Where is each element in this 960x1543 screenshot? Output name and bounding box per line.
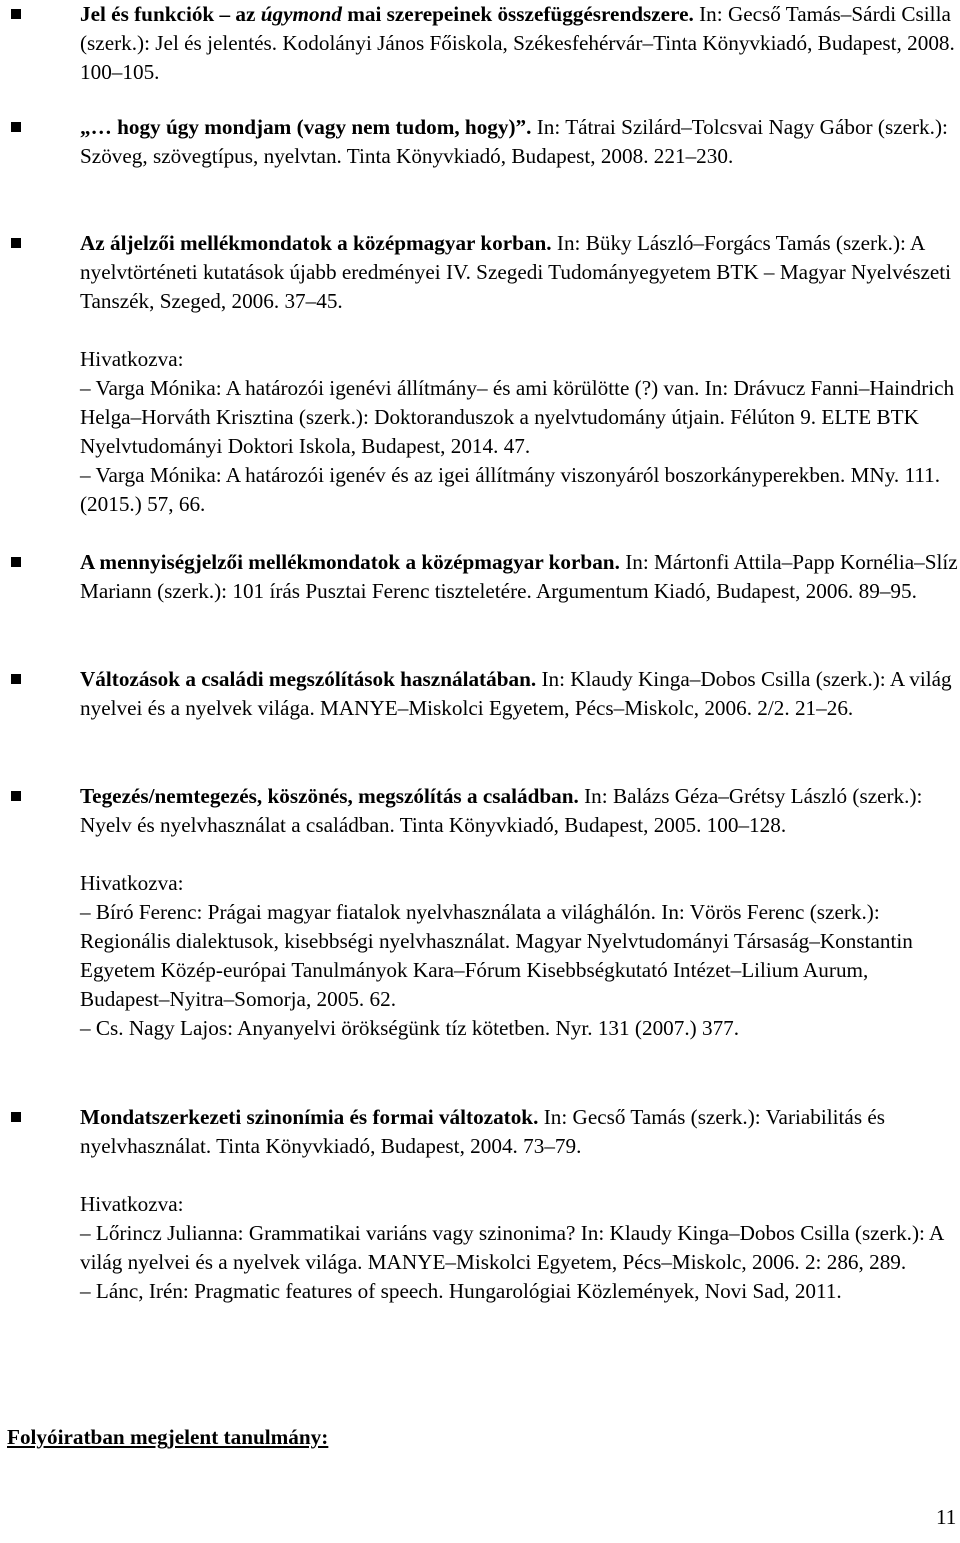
- bullet-icon: [11, 238, 21, 248]
- references-list: [80, 374, 958, 519]
- reference-item: – Cs. Nagy Lajos: Anyanyelvi örökségünk tíz kötetben. Nyr. 131 (2007.) 377.: [80, 1016, 740, 1040]
- reference-item: – Varga Mónika: A határozói igenévi állítmány– és ami körülötte (?) van. In: Drávucz Fanni–Haindrich Helga–Horváth Krisztina (szerk.): Doktoranduszok a nyelvtudomány útjain. Félúton 9. ELTE BTK Nyelvtudományi Doktori Iskola, Budapest, 2014. 47.: [80, 376, 955, 458]
- bibliography-entry: [80, 548, 958, 606]
- bibliography-entry: [80, 1103, 958, 1306]
- reference-item: – Lánc, Irén: Pragmatic features of speech. Hungarológiai Közlemények, Novi Sad, 2011.: [80, 1279, 842, 1303]
- bibliography-entry: [80, 113, 958, 171]
- bullet-icon: [11, 674, 21, 684]
- entry-text: In: Klaudy Kinga–Dobos Csilla (szerk.): A világ nyelvei és a nyelvek világa. MANYE–Miskolci Egyetem, Pécs–Miskolc, 2006. 2/2. 21–26.: [80, 667, 952, 720]
- page-number: 11: [936, 1505, 957, 1529]
- entry-title: Változások a családi megszólítások használatában.: [80, 667, 537, 691]
- entry-title-italic: úgymond: [260, 2, 342, 26]
- bullet-icon: [11, 557, 21, 567]
- entry-text: In: Gecső Tamás–Sárdi Csilla (szerk.): Jel és jelentés. Kodolányi János Főiskola, Székesfehérvár–Tinta Könyvkiadó, Budapest, 2008. 100–105.: [80, 2, 955, 84]
- section-heading: Folyóiratban megjelent tanulmány:: [7, 1425, 329, 1449]
- references-heading: Hivatkozva:: [80, 347, 184, 371]
- entry-text: In: Tátrai Szilárd–Tolcsvai Nagy Gábor (szerk.): Szöveg, szövegtípus, nyelvtan. Tinta Könyvkiadó, Budapest, 2008. 221–230.: [80, 115, 948, 168]
- entry-text: In: Gecső Tamás (szerk.): Variabilitás és nyelvhasználat. Tinta Könyvkiadó, Budapest, 2004. 73–79.: [80, 1105, 886, 1158]
- references-heading: Hivatkozva:: [80, 871, 184, 895]
- bullet-icon: [11, 9, 21, 19]
- entry-title: Mondatszerkezeti szinonímia és formai változatok.: [80, 1105, 539, 1129]
- entry-title: Jel és funkciók – az úgymond mai szerepeinek összefüggésrendszere.: [80, 2, 694, 26]
- bibliography-entry: [80, 229, 958, 519]
- entry-title: „… hogy úgy mondjam (vagy nem tudom, hogy)”.: [80, 115, 532, 139]
- bibliography-entry: [80, 665, 958, 723]
- entry-text: In: Büky László–Forgács Tamás (szerk.): A nyelvtörténeti kutatások újabb eredményei IV. Szegedi Tudományegyetem BTK – Magyar Nyelvészeti Tanszék, Szeged, 2006. 37–45.: [80, 231, 952, 313]
- reference-item: – Bíró Ferenc: Prágai magyar fiatalok nyelvhasználata a világhálón. In: Vörös Ferenc (szerk.): Regionális dialektusok, kisebbségi nyelvhasználat. Magyar Nyelvtudományi Társaság–Konstantin Egyetem Közép-európai Tanulmányok Kara–Fórum Kisebbségkutató Intézet–Lilium Aurum, Budapest–Nyitra–Somorja, 2005. 62.: [80, 900, 913, 1011]
- bibliography-entry: [80, 782, 958, 1043]
- entry-title: Tegezés/nemtegezés, köszönés, megszólítás a családban.: [80, 784, 579, 808]
- entry-title: A mennyiségjelzői mellékmondatok a középmagyar korban.: [80, 550, 620, 574]
- bullet-icon: [11, 791, 21, 801]
- references-heading: Hivatkozva:: [80, 1192, 184, 1216]
- entry-title: Az áljelzői mellékmondatok a középmagyar korban.: [80, 231, 552, 255]
- bullet-icon: [11, 1112, 21, 1122]
- references-list: [80, 898, 958, 1043]
- entry-text: In: Mártonfi Attila–Papp Kornélia–Slíz Mariann (szerk.): 101 írás Pusztai Ferenc tiszteletére. Argumentum Kiadó, Budapest, 2006. 89–95.: [80, 550, 958, 603]
- bibliography-entry: [80, 0, 958, 87]
- entry-text: In: Balázs Géza–Grétsy László (szerk.): Nyelv és nyelvhasználat a családban. Tinta Könyvkiadó, Budapest, 2005. 100–128.: [80, 784, 923, 837]
- reference-item: – Varga Mónika: A határozói igenév és az igei állítmány viszonyáról boszorkányperekben. MNy. 111. (2015.) 57, 66.: [80, 463, 941, 516]
- references-list: [80, 1219, 958, 1306]
- reference-item: – Lőrincz Julianna: Grammatikai variáns vagy szinonima? In: Klaudy Kinga–Dobos Csilla (szerk.): A világ nyelvei és a nyelvek világa. MANYE–Miskolci Egyetem, Pécs–Miskolc, 2006. 2: 286, 289.: [80, 1221, 944, 1274]
- bullet-icon: [11, 122, 21, 132]
